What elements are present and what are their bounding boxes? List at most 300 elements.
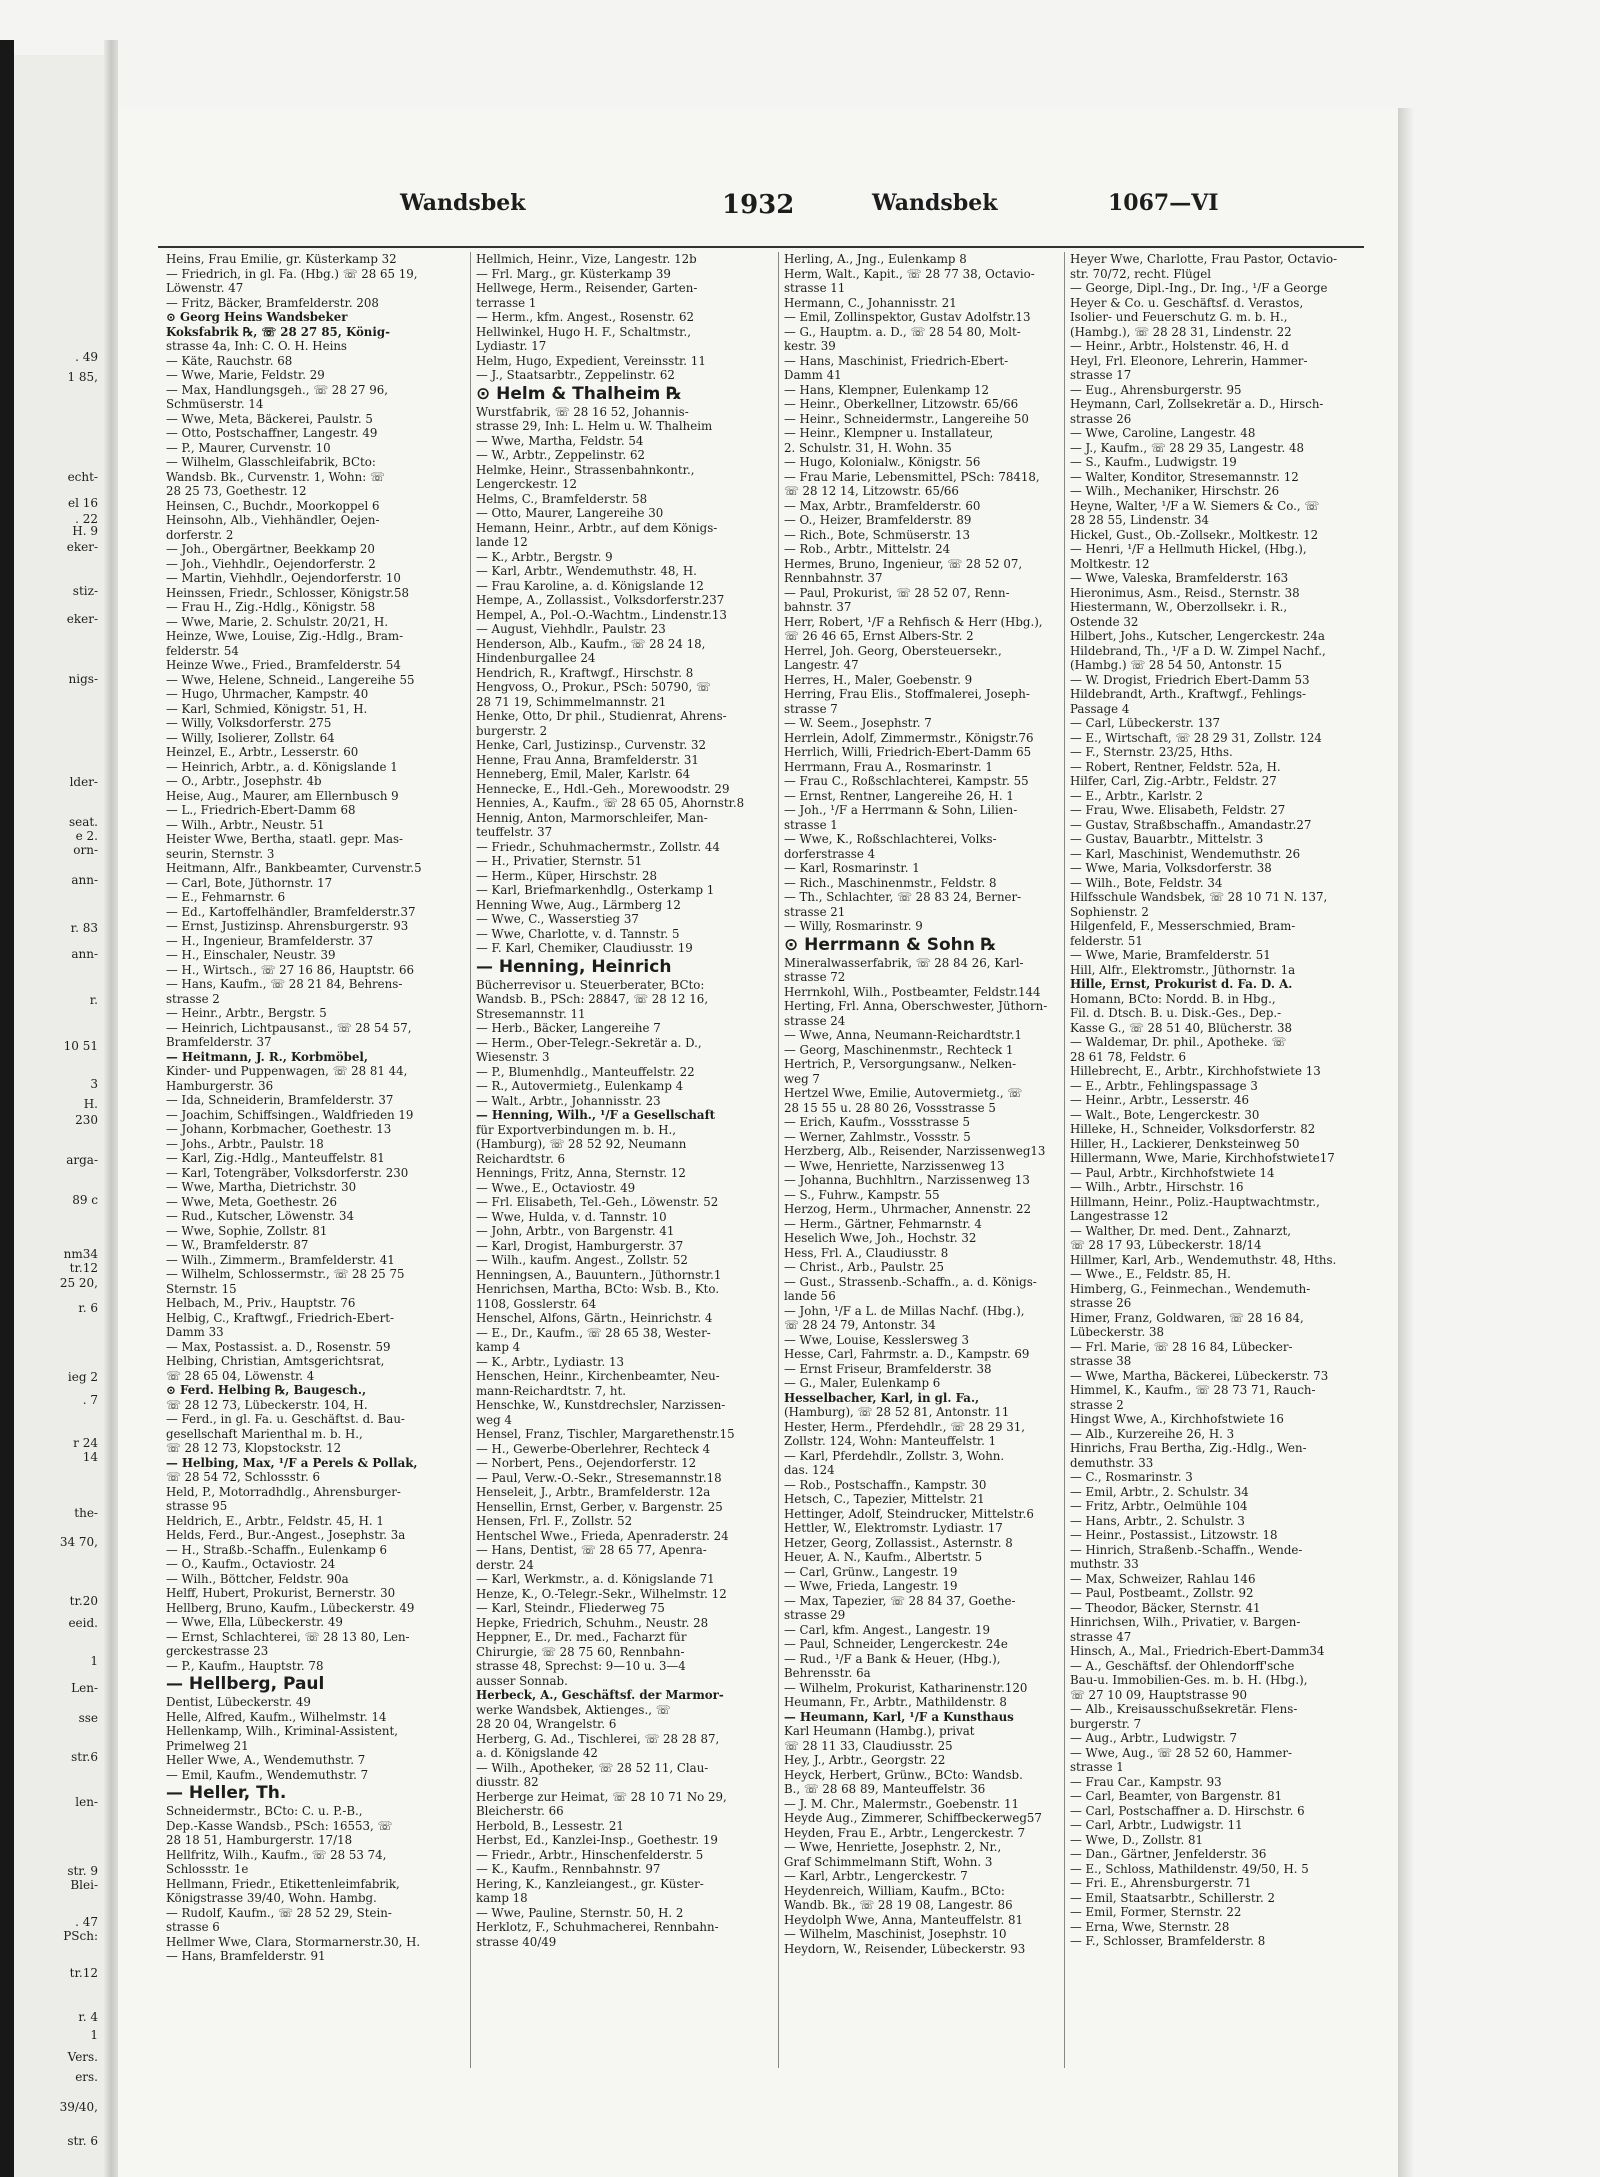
directory-advert-name: — Henning, Heinrich	[476, 956, 672, 977]
directory-line: 2. Schulstr. 31, H. Wohn. 35	[784, 440, 952, 455]
directory-line: Hillebrecht, E., Arbtr., Kirchhofstwiete 13	[1070, 1064, 1321, 1078]
directory-line: — Wwe, Helene, Schneid., Langereihe 55	[166, 672, 415, 687]
directory-line: — F. Karl, Chemiker, Claudiusstr. 19	[476, 941, 693, 955]
directory-line: — Emil, Former, Sternstr. 22	[1070, 1905, 1242, 1919]
directory-line: strasse 40/49	[476, 1934, 557, 1949]
directory-line: — Carl, Beamter, von Bargenstr. 81	[1070, 1789, 1283, 1803]
directory-line: — Emil, Kaufm., Wendemuthstr. 7	[166, 1767, 369, 1782]
directory-line: Stresemannstr. 11	[476, 1006, 586, 1021]
previous-page-fragment: 230	[75, 1113, 98, 1127]
directory-line: — Karl, Maschinist, Wendemuthstr. 26	[1070, 846, 1301, 861]
directory-line: — Paul, Postbeamt., Zollstr. 92	[1070, 1586, 1254, 1600]
directory-line: — P., Maurer, Curvenstr. 10	[166, 440, 331, 455]
directory-line: Hildebrand, Th., ¹/F a D. W. Zimpel Nachf.,	[1070, 643, 1326, 658]
directory-line: — Frl. Marg., gr. Küsterkamp 39	[476, 266, 671, 281]
directory-line: — Max, Tapezier, ☏ 28 84 37, Goethe-	[784, 1593, 1016, 1608]
directory-line: Lübeckerstr. 38	[1070, 1325, 1164, 1339]
directory-line: Heller Wwe, A., Wendemuthstr. 7	[166, 1753, 366, 1767]
directory-line: — W. Seem., Josephstr. 7	[784, 716, 932, 730]
directory-line: Henrichsen, Martha, BCto: Wsb. B., Kto.	[476, 1282, 720, 1296]
directory-line: kamp 18	[476, 1891, 528, 1905]
directory-line: Hering, K., Kanzleiangest., gr. Küster-	[476, 1876, 704, 1891]
directory-line: Herr, Robert, ¹/F a Rehfisch & Herr (Hbg.),	[784, 614, 1043, 629]
directory-line: — Frau C., Roßschlachterei, Kampstr. 55	[784, 774, 1029, 788]
directory-line: — Emil, Arbtr., 2. Schulstr. 34	[1070, 1484, 1249, 1499]
directory-line: Hillmer, Karl, Arb., Wendemuthstr. 48, Hths.	[1070, 1252, 1337, 1267]
directory-line: — Emil, Zollinspektor, Gustav Adolfstr.13	[784, 310, 1031, 324]
directory-line: Rennbahnstr. 37	[784, 571, 883, 585]
directory-line: Sternstr. 15	[166, 1281, 237, 1296]
directory-line: Herring, Frau Elis., Stoffmalerei, Joseph-	[784, 687, 1030, 701]
directory-line: — Friedr., Schuhmachermstr., Zollstr. 44	[476, 839, 720, 854]
previous-page-fragment: seat.	[68, 815, 98, 829]
directory-line: — Emil, Staatsarbtr., Schillerstr. 2	[1070, 1890, 1275, 1905]
directory-line: — Carl, Grünw., Langestr. 19	[784, 1564, 958, 1579]
directory-line: — Wwe, Charlotte, v. d. Tannstr. 5	[476, 926, 680, 941]
directory-line: Heinsen, C., Buchdr., Moorkoppel 6	[166, 498, 380, 513]
directory-line: — Hugo, Uhrmacher, Kampstr. 40	[166, 687, 369, 701]
directory-line: Helms, C., Bramfelderstr. 58	[476, 491, 648, 506]
previous-page-fragment: echt-	[67, 470, 98, 484]
previous-page-fragment: 3	[90, 1077, 98, 1091]
directory-line: Isolier- und Feuerschutz G. m. b. H.,	[1070, 310, 1288, 324]
previous-page-fragment: orn-	[73, 843, 98, 857]
directory-line: — Joh., ¹/F a Herrmann & Sohn, Lilien-	[784, 803, 1018, 817]
directory-line: Himberg, G., Feinmechan., Wendemuth-	[1070, 1281, 1311, 1296]
directory-line: Henschen, Heinr., Kirchenbeamter, Neu-	[476, 1369, 720, 1383]
directory-line: demuthstr. 33	[1070, 1455, 1154, 1470]
header-page-number: 1067—VI	[1108, 190, 1219, 216]
directory-line: — Wwe, Anna, Neumann-Reichardtstr.1	[784, 1028, 1022, 1042]
directory-line: — Alb., Kurzereihe 26, H. 3	[1070, 1426, 1235, 1441]
directory-line: Henneberg, Emil, Maler, Karlstr. 64	[476, 767, 691, 781]
directory-line: — Wilh., Mechaniker, Hirschstr. 26	[1070, 484, 1280, 498]
directory-line: — Hans, Bramfelderstr. 91	[166, 1949, 326, 1963]
directory-line: Henke, Carl, Justizinsp., Curvenstr. 32	[476, 738, 706, 752]
directory-line: dorferstrasse 4	[784, 846, 876, 861]
directory-line: Hensellin, Ernst, Gerber, v. Bargenstr. 25	[476, 1499, 723, 1514]
directory-line: felderstr. 51	[1070, 933, 1143, 948]
directory-line: Himer, Franz, Goldwaren, ☏ 28 16 84,	[1070, 1310, 1304, 1325]
directory-line: — Johann, Korbmacher, Goethestr. 13	[166, 1122, 392, 1136]
directory-line: Herberge zur Heimat, ☏ 28 10 71 No 29,	[476, 1789, 727, 1804]
directory-line: — A., Geschäftsf. der Ohlendorff'sche	[1070, 1658, 1295, 1673]
directory-line: ☏ 28 65 04, Löwenstr. 4	[166, 1368, 315, 1383]
directory-line: — Heinr., Klempner u. Installateur,	[784, 426, 994, 440]
directory-line: — Henning, Wilh., ¹/F a Gesellschaft	[476, 1108, 716, 1122]
directory-line: — Alb., Kreisausschußsekretär. Flens-	[1070, 1702, 1298, 1716]
directory-line: Heitmann, Alfr., Bankbeamter, Curvenstr.5	[166, 861, 422, 875]
directory-line: Himmel, K., Kaufm., ☏ 28 73 71, Rauch-	[1070, 1383, 1316, 1397]
previous-page-fragment: r. 6	[78, 1301, 98, 1315]
directory-line: — Rich., Maschinenmstr., Feldstr. 8	[784, 875, 997, 890]
directory-line: Hilleke, H., Schneider, Volksdorferstr. 82	[1070, 1122, 1316, 1136]
directory-line: — Willy, Volksdorferstr. 275	[166, 716, 332, 730]
directory-line: — Fri. E., Ahrensburgerstr. 71	[1070, 1876, 1252, 1890]
directory-line: — Carl, Arbtr., Ludwigstr. 11	[1070, 1818, 1243, 1832]
directory-line: ☏ 28 12 73, Lübeckerstr. 104, H.	[166, 1397, 368, 1412]
directory-line: — Frl. Elisabeth, Tel.-Geh., Löwenstr. 52	[476, 1195, 719, 1209]
directory-line: — Ernst, Schlachterei, ☏ 28 13 80, Len-	[166, 1629, 410, 1644]
directory-line: strasse 26	[1070, 1296, 1132, 1310]
directory-line: — Wwe, Martha, Bäckerei, Lübeckerstr. 73	[1070, 1368, 1329, 1383]
previous-page-fragment: 1 85,	[67, 370, 98, 384]
directory-line: Wandsb. B., PSch: 28847, ☏ 28 12 16,	[476, 992, 709, 1006]
directory-line: Hennings, Fritz, Anna, Sternstr. 12	[476, 1166, 686, 1180]
directory-line: Helbig, C., Kraftwgf., Friedrich-Ebert-	[166, 1310, 394, 1325]
directory-line: Hilgenfeld, F., Messerschmied, Bram-	[1070, 919, 1296, 933]
directory-line: Hellberg, Bruno, Kaufm., Lübeckerstr. 49	[166, 1600, 415, 1615]
directory-line: Damm 41	[784, 368, 842, 382]
directory-line: Helbach, M., Priv., Hauptstr. 76	[166, 1296, 356, 1310]
directory-line: — Herm., Küper, Hirschstr. 28	[476, 868, 658, 883]
directory-line: Herrlich, Willi, Friedrich-Ebert-Damm 65	[784, 745, 1032, 759]
previous-page-fragment: Vers.	[67, 2050, 98, 2064]
directory-line: Heinze Wwe., Fried., Bramfelderstr. 54	[166, 658, 401, 672]
previous-page-fragment: . 49	[75, 350, 98, 364]
directory-line: Henze, K., O.-Telegr.-Sekr., Wilhelmstr. 12	[476, 1586, 727, 1601]
directory-line: strasse 2	[1070, 1397, 1124, 1412]
directory-line: Sophienstr. 2	[1070, 904, 1149, 919]
directory-line: — Frau, Wwe. Elisabeth, Feldstr. 27	[1070, 803, 1286, 817]
directory-line: — Heinr., Arbtr., Holstenstr. 46, H. d	[1070, 339, 1289, 353]
directory-line: Hermes, Bruno, Ingenieur, ☏ 28 52 07,	[784, 556, 1023, 571]
directory-line: — K., Arbtr., Bergstr. 9	[476, 549, 613, 564]
directory-line: Heyden, Frau E., Arbtr., Lengerckestr. 7	[784, 1825, 1026, 1840]
directory-line: strasse 6	[166, 1920, 220, 1934]
directory-line: — Käte, Rauchstr. 68	[166, 353, 293, 368]
directory-line: Herzog, Herm., Uhrmacher, Annenstr. 22	[784, 1202, 1031, 1216]
directory-line: — John, Arbtr., von Bargenstr. 41	[476, 1224, 675, 1238]
previous-page-fragment: r.	[89, 993, 98, 1007]
directory-line: — Frau Karoline, a. d. Königslande 12	[476, 578, 704, 593]
previous-page-fragment: arga-	[66, 1153, 98, 1167]
directory-line: — Aug., Arbtr., Ludwigstr. 7	[1070, 1731, 1238, 1745]
directory-column-2	[476, 252, 770, 2068]
directory-line: strasse 7	[784, 701, 838, 716]
directory-line: — Wwe, Sophie, Zollstr. 81	[166, 1223, 328, 1238]
directory-line: — Herb., Bäcker, Langereihe 7	[476, 1021, 661, 1035]
directory-line: — Johanna, Buchhltrn., Narzissenweg 13	[784, 1173, 1030, 1187]
directory-line: — Ernst, Justizinsp. Ahrensburgerstr. 93	[166, 919, 409, 933]
directory-line: — O., Kaufm., Octaviostr. 24	[166, 1557, 336, 1571]
directory-line: muthstr. 33	[1070, 1557, 1139, 1571]
directory-line: — H., Straßb.-Schaffn., Eulenkamp 6	[166, 1542, 388, 1557]
directory-line: (Hambg.), ☏ 28 28 31, Lindenstr. 22	[1070, 324, 1292, 339]
directory-line: — Wwe, Aug., ☏ 28 52 60, Hammer-	[1070, 1745, 1293, 1760]
directory-line: Reichardtstr. 6	[476, 1151, 565, 1166]
directory-line: — L., Friedrich-Ebert-Damm 68	[166, 803, 356, 817]
directory-line: strasse 29, Inh: L. Helm u. W. Thalheim	[476, 419, 713, 433]
directory-line: Heydolph Wwe, Anna, Manteuffelstr. 81	[784, 1912, 1024, 1927]
directory-line: teuffelstr. 37	[476, 825, 553, 839]
directory-line: — Joh., Obergärtner, Beekkamp 20	[166, 542, 375, 556]
directory-advert-name: ⊙ Helm & Thalheim ℞	[476, 383, 682, 404]
directory-line: — Heumann, Karl, ¹/F a Kunsthaus	[784, 1709, 1014, 1724]
directory-line: strasse 72	[784, 970, 846, 984]
directory-line: Mineralwasserfabrik, ☏ 28 84 26, Karl-	[784, 955, 1024, 970]
directory-line: Hinsch, A., Mal., Friedrich-Ebert-Damm34	[1070, 1644, 1325, 1658]
directory-line: Hellmich, Heinr., Vize, Langestr. 12b	[476, 252, 697, 266]
directory-advert-name: — Heller, Th.	[166, 1783, 287, 1803]
directory-line: — Wwe, Meta, Bäckerei, Paulstr. 5	[166, 411, 373, 426]
directory-line: — Hans, Kaufm., ☏ 28 21 84, Behrens-	[166, 977, 403, 991]
previous-page-fragment: stiz-	[72, 584, 98, 598]
directory-line: — Wwe., E., Feldstr. 85, H.	[1070, 1267, 1231, 1281]
directory-line: Hieronimus, Asm., Reisd., Sternstr. 38	[1070, 585, 1300, 600]
header-year: 1932	[722, 190, 795, 220]
directory-line: diusstr. 82	[476, 1775, 539, 1789]
directory-line: Kinder- und Puppenwagen, ☏ 28 81 44,	[166, 1064, 408, 1078]
directory-line: — Ferd., in gl. Fa. u. Geschäftst. d. Bau-	[166, 1412, 405, 1426]
directory-line: Hellfritz, Wilh., Kaufm., ☏ 28 53 74,	[166, 1847, 387, 1862]
directory-line: Hendrich, R., Kraftwgf., Hirschstr. 8	[476, 665, 694, 680]
directory-line: — Wwe, Pauline, Sternstr. 50, H. 2	[476, 1905, 684, 1920]
directory-line: Heuer, A. N., Kaufm., Albertstr. 5	[784, 1550, 983, 1564]
directory-line: — S., Kaufm., Ludwigstr. 19	[1070, 455, 1237, 469]
directory-line: — Wilh., Bote, Feldstr. 34	[1070, 875, 1223, 890]
directory-line: Hentschel Wwe., Frieda, Apenraderstr. 24	[476, 1528, 729, 1543]
directory-line: — Wwe, Marie, Feldstr. 29	[166, 368, 325, 382]
directory-line: Hennecke, E., Hdl.-Geh., Morewoodstr. 29	[476, 781, 730, 796]
directory-line: — Wwe., E., Octaviostr. 49	[476, 1180, 636, 1195]
directory-line: Hingst Wwe, A., Kirchhofstwiete 16	[1070, 1412, 1284, 1426]
directory-line: — Max, Schweizer, Rahlau 146	[1070, 1571, 1256, 1586]
directory-line: Heinzel, E., Arbtr., Lesserstr. 60	[166, 745, 359, 759]
directory-line: — Dan., Gärtner, Jenfelderstr. 36	[1070, 1847, 1267, 1861]
directory-line: mann-Reichardtstr. 7, ht.	[476, 1383, 626, 1398]
directory-line: — Rudolf, Kaufm., ☏ 28 52 29, Stein-	[166, 1905, 392, 1920]
directory-line: Hensel, Franz, Tischler, Margarethenstr.15	[476, 1427, 735, 1441]
directory-line: Hennig, Anton, Marmorschleifer, Man-	[476, 810, 708, 825]
directory-line: Herbold, B., Lessestr. 21	[476, 1818, 624, 1833]
directory-line: — H., Gewerbe-Oberlehrer, Rechteck 4	[476, 1441, 711, 1456]
previous-page-fragment: eeid.	[68, 1616, 98, 1630]
directory-line: — Gust., Strassenb.-Schaffn., a. d. Königs-	[784, 1274, 1037, 1289]
scan-edge	[0, 40, 14, 2177]
directory-line: Henderson, Alb., Kaufm., ☏ 28 24 18,	[476, 636, 706, 651]
directory-line: (Hambg.) ☏ 28 54 50, Antonstr. 15	[1070, 658, 1283, 672]
directory-line: Löwenstr. 47	[166, 281, 244, 295]
directory-line: Helmke, Heinr., Strassenbahnkontr.,	[476, 462, 695, 477]
directory-line: Heyl, Frl. Eleonore, Lehrerin, Hammer-	[1070, 353, 1308, 368]
directory-line: — K., Arbtr., Lydiastr. 13	[476, 1354, 624, 1369]
directory-line: — Th., Schlachter, ☏ 28 83 24, Berner-	[784, 890, 1022, 904]
directory-line: Graf Schimmelmann Stift, Wohn. 3	[784, 1854, 993, 1869]
directory-line: Henschke, W., Kunstdrechsler, Narzissen-	[476, 1398, 726, 1412]
directory-line: — Paul, Schneider, Lengerckestr. 24e	[784, 1637, 1008, 1651]
previous-page-fragment: nigs-	[68, 672, 98, 686]
directory-line: bahnstr. 37	[784, 600, 852, 614]
previous-page-fragment: 34 70,	[59, 1535, 98, 1549]
directory-line: 28 28 55, Lindenstr. 34	[1070, 513, 1210, 527]
directory-line: — Rob., Arbtr., Mittelstr. 24	[784, 542, 951, 556]
directory-line: — Werner, Zahlmstr., Vossstr. 5	[784, 1129, 971, 1144]
directory-line: Hillermann, Wwe, Marie, Kirchhofstwiete17	[1070, 1151, 1335, 1165]
directory-line: — W., Arbtr., Zeppelinstr. 62	[476, 448, 645, 462]
directory-line: — E., Arbtr., Karlstr. 2	[1070, 788, 1203, 803]
directory-line: Primelweg 21	[166, 1738, 249, 1753]
directory-line: — Ernst, Rentner, Langereihe 26, H. 1	[784, 788, 1014, 803]
directory-line: — Heinr., Schneidermstr., Langereihe 50	[784, 411, 1029, 426]
directory-line: — Heinrich, Arbtr., a. d. Königslande 1	[166, 759, 398, 774]
directory-line: — Walther, Dr. med. Dent., Zahnarzt,	[1070, 1223, 1291, 1238]
directory-line: Dep.-Kasse Wandsb., PSch: 16553, ☏	[166, 1818, 393, 1833]
directory-line: Passage 4	[1070, 701, 1130, 716]
previous-page-fragment: ieg 2	[67, 1370, 98, 1384]
directory-line: Herbeck, A., Geschäftsf. der Marmor-	[476, 1688, 724, 1702]
directory-line: — Heinr., Oberkellner, Litzowstr. 65/66	[784, 397, 1019, 411]
directory-line: burgerstr. 7	[1070, 1716, 1142, 1731]
directory-line: — Wwe, Louise, Kesslersweg 3	[784, 1332, 970, 1347]
directory-line: Henschel, Alfons, Gärtn., Heinrichstr. 4	[476, 1311, 713, 1325]
directory-line: — J. M. Chr., Malermstr., Goebenstr. 11	[784, 1796, 1020, 1811]
directory-line: — Gustav, Bauarbtr., Mittelstr. 3	[1070, 832, 1264, 846]
previous-page-fragment: 14	[82, 1450, 98, 1464]
directory-line: Ostende 32	[1070, 614, 1139, 629]
previous-page-edge	[14, 55, 104, 2177]
directory-line: — Hinrich, Straßenb.-Schaffn., Wende-	[1070, 1542, 1303, 1557]
previous-page-fragment: . 47	[75, 1915, 98, 1929]
directory-line: Hess, Frl. A., Claudiusstr. 8	[784, 1245, 949, 1260]
directory-line: — Wilh., Böttcher, Feldstr. 90a	[166, 1571, 349, 1586]
directory-line: Hillmann, Heinr., Poliz.-Hauptwachtmstr.,	[1070, 1194, 1320, 1209]
directory-line: Hettler, W., Elektromstr. Lydiastr. 17	[784, 1521, 1003, 1535]
directory-line: weg 7	[784, 1071, 820, 1086]
directory-line: — Wwe, Maria, Volksdorferstr. 38	[1070, 861, 1272, 875]
directory-line: Langestrasse 12	[1070, 1209, 1169, 1223]
directory-line: Heyck, Herbert, Grünw., BCto: Wandsb.	[784, 1767, 1023, 1782]
directory-line: Wandb. Bk., ☏ 28 19 08, Langestr. 86	[784, 1898, 1013, 1912]
previous-page-fragment: str. 6	[67, 2134, 98, 2148]
directory-line: ausser Sonnab.	[476, 1673, 568, 1688]
directory-line: str. 70/72, recht. Flügel	[1070, 266, 1212, 281]
directory-line: — Wwe, C., Wasserstieg 37	[476, 912, 639, 926]
directory-line: Bücherrevisor u. Steuerberater, BCto:	[476, 977, 705, 992]
directory-line: — Joh., Viehhdlr., Oejendorferstr. 2	[166, 556, 376, 571]
directory-line: — Wwe, Martha, Feldstr. 54	[476, 433, 644, 448]
page-shadow	[1398, 108, 1414, 2177]
directory-line: — C., Rosmarinstr. 3	[1070, 1470, 1193, 1484]
previous-page-fragment: tr.12	[69, 1261, 98, 1275]
directory-line: strasse 21	[784, 904, 846, 919]
directory-line: — Wwe, K., Roßschlachterei, Volks-	[784, 832, 997, 846]
directory-line: Hiller, H., Lackierer, Denksteinweg 50	[1070, 1136, 1300, 1151]
directory-line: Herting, Frl. Anna, Oberschwester, Jüthorn-	[784, 999, 1048, 1013]
directory-line: Hinrichsen, Wilh., Privatier, v. Bargen-	[1070, 1615, 1301, 1629]
directory-line: — E., Arbtr., Fehlingspassage 3	[1070, 1078, 1258, 1093]
directory-line: weg 4	[476, 1412, 512, 1427]
previous-page-fragment: ann-	[71, 873, 98, 887]
previous-page-fragment: r 24	[73, 1436, 98, 1450]
directory-advert-name: ⊙ Herrmann & Sohn ℞	[784, 934, 997, 955]
previous-page-fragment: str. 9	[67, 1864, 98, 1878]
previous-page-fragment: r. 83	[70, 921, 98, 935]
directory-line: 28 20 04, Wrangelstr. 6	[476, 1717, 617, 1731]
directory-line: — Hans, Maschinist, Friedrich-Ebert-	[784, 353, 1009, 368]
directory-line: — Wwe, Hulda, v. d. Tannstr. 10	[476, 1209, 667, 1224]
directory-line: Henning Wwe, Aug., Lärmberg 12	[476, 897, 681, 912]
directory-line: Heyne, Walter, ¹/F a W. Siemers & Co., ☏	[1070, 498, 1320, 513]
directory-line: — Max, Handlungsgeh., ☏ 28 27 96,	[166, 382, 389, 397]
directory-line: — Friedrich, in gl. Fa. (Hbg.) ☏ 28 65 19,	[166, 266, 418, 281]
directory-line: Herrel, Joh. Georg, Obersteuersekr.,	[784, 643, 1002, 658]
directory-line: lande 12	[476, 535, 528, 549]
directory-line: — Johs., Arbtr., Paulstr. 18	[166, 1136, 324, 1151]
directory-line: — Walt., Arbtr., Johannisstr. 23	[476, 1093, 661, 1108]
previous-page-fragment: 25 20,	[59, 1276, 98, 1290]
directory-line: — Paul, Verw.-O.-Sekr., Stresemannstr.18	[476, 1470, 722, 1485]
directory-line: Lydiastr. 17	[476, 339, 547, 353]
directory-line: strasse 47	[1070, 1629, 1132, 1644]
directory-line: — Hugo, Kolonialw., Königstr. 56	[784, 455, 981, 469]
directory-line: derstr. 24	[476, 1557, 534, 1572]
directory-line: Henseleit, J., Arbtr., Bramfelderstr. 12a	[476, 1485, 711, 1499]
page-header	[282, 190, 1298, 224]
column-divider	[470, 252, 471, 2068]
previous-page-fragment: H.	[83, 1097, 98, 1111]
directory-line: — Wilhelm, Maschinist, Josephstr. 10	[784, 1927, 1007, 1941]
directory-line: lande 56	[784, 1289, 836, 1303]
directory-line: — Martin, Viehhdlr., Oejendorferstr. 10	[166, 571, 401, 585]
directory-line: — Wwe, Caroline, Langestr. 48	[1070, 426, 1256, 440]
directory-line: — Wwe, Frieda, Langestr. 19	[784, 1579, 958, 1593]
directory-line: Heydenreich, William, Kaufm., BCto:	[784, 1883, 1005, 1898]
directory-line: terrasse 1	[476, 295, 537, 310]
directory-line: Langestr. 47	[784, 658, 859, 672]
directory-line: ☏ 28 17 93, Lübeckerstr. 18/14	[1070, 1238, 1262, 1252]
directory-line: — Wilh., Zimmerm., Bramfelderstr. 41	[166, 1252, 395, 1267]
directory-line: Hermann, C., Johannisstr. 21	[784, 295, 957, 310]
directory-advert-name: — Hellberg, Paul	[166, 1674, 325, 1694]
directory-line: Hellwege, Herm., Reisender, Garten-	[476, 281, 698, 295]
directory-line: — Otto, Postschaffner, Langestr. 49	[166, 426, 378, 440]
directory-line: — Karl, Schmied, Königstr. 51, H.	[166, 701, 368, 716]
directory-line: Herzberg, Alb., Reisender, Narzissenweg13	[784, 1144, 1046, 1158]
directory-line: Heyde Aug., Zimmerer, Schiffbeckerweg57	[784, 1811, 1042, 1825]
directory-line: Hilbert, Johs., Kutscher, Lengerckestr. 24a	[1070, 629, 1325, 643]
directory-line: — Paul, Arbtr., Kirchhofstwiete 14	[1070, 1165, 1275, 1180]
previous-page-fragment: PSch:	[63, 1929, 98, 1943]
directory-line: — Wilhelm, Glasschleifabrik, BCto:	[166, 455, 376, 469]
directory-line: — Eug., Ahrensburgerstr. 95	[1070, 382, 1242, 397]
directory-line: Heinsohn, Alb., Viehhändler, Oejen-	[166, 513, 380, 527]
directory-line: Hey, J., Arbtr., Georgstr. 22	[784, 1753, 946, 1767]
directory-line: Dentist, Lübeckerstr. 49	[166, 1695, 311, 1709]
directory-line: (Hamburg), ☏ 28 52 81, Antonstr. 11	[784, 1405, 1010, 1419]
directory-line: ⊙ Ferd. Helbing ℞, Baugesch.,	[166, 1383, 367, 1397]
directory-line: — W. Drogist, Friedrich Ebert-Damm 53	[1070, 672, 1310, 687]
directory-line: Wiesenstr. 3	[476, 1050, 550, 1064]
directory-line: Helle, Alfred, Kaufm., Wilhelmstr. 14	[166, 1709, 387, 1724]
directory-line: Hensen, Frl. F., Zollstr. 52	[476, 1514, 633, 1528]
directory-line: Herrnkohl, Wilh., Postbeamter, Feldstr.144	[784, 984, 1041, 999]
directory-line: Hindenburgallee 24	[476, 651, 596, 665]
directory-line: das. 124	[784, 1463, 835, 1477]
directory-line: Hettinger, Adolf, Steindrucker, Mittelstr.6	[784, 1506, 1034, 1521]
directory-line: — H., Wirtsch., ☏ 27 16 86, Hauptstr. 66	[166, 962, 415, 977]
directory-line: — Wilh., kaufm. Angest., Zollstr. 52	[476, 1253, 688, 1267]
directory-line: — Heinr., Postassist., Litzowstr. 18	[1070, 1528, 1278, 1542]
directory-line: Herberg, G. Ad., Tischlerei, ☏ 28 28 87,	[476, 1731, 720, 1746]
directory-line: Hempel, A., Pol.-O.-Wachtm., Lindenstr.13	[476, 607, 727, 622]
directory-line: felderstr. 54	[166, 643, 239, 658]
directory-line: Homann, BCto: Nordd. B. in Hbg.,	[1070, 991, 1276, 1006]
directory-line: seurin, Sternstr. 3	[166, 846, 275, 861]
header-district-right: Wandsbek	[872, 190, 998, 216]
directory-line: Heinze, Wwe, Louise, Zig.-Hdlg., Bram-	[166, 629, 404, 643]
directory-line: (Hamburg), ☏ 28 52 92, Neumann	[476, 1137, 687, 1151]
